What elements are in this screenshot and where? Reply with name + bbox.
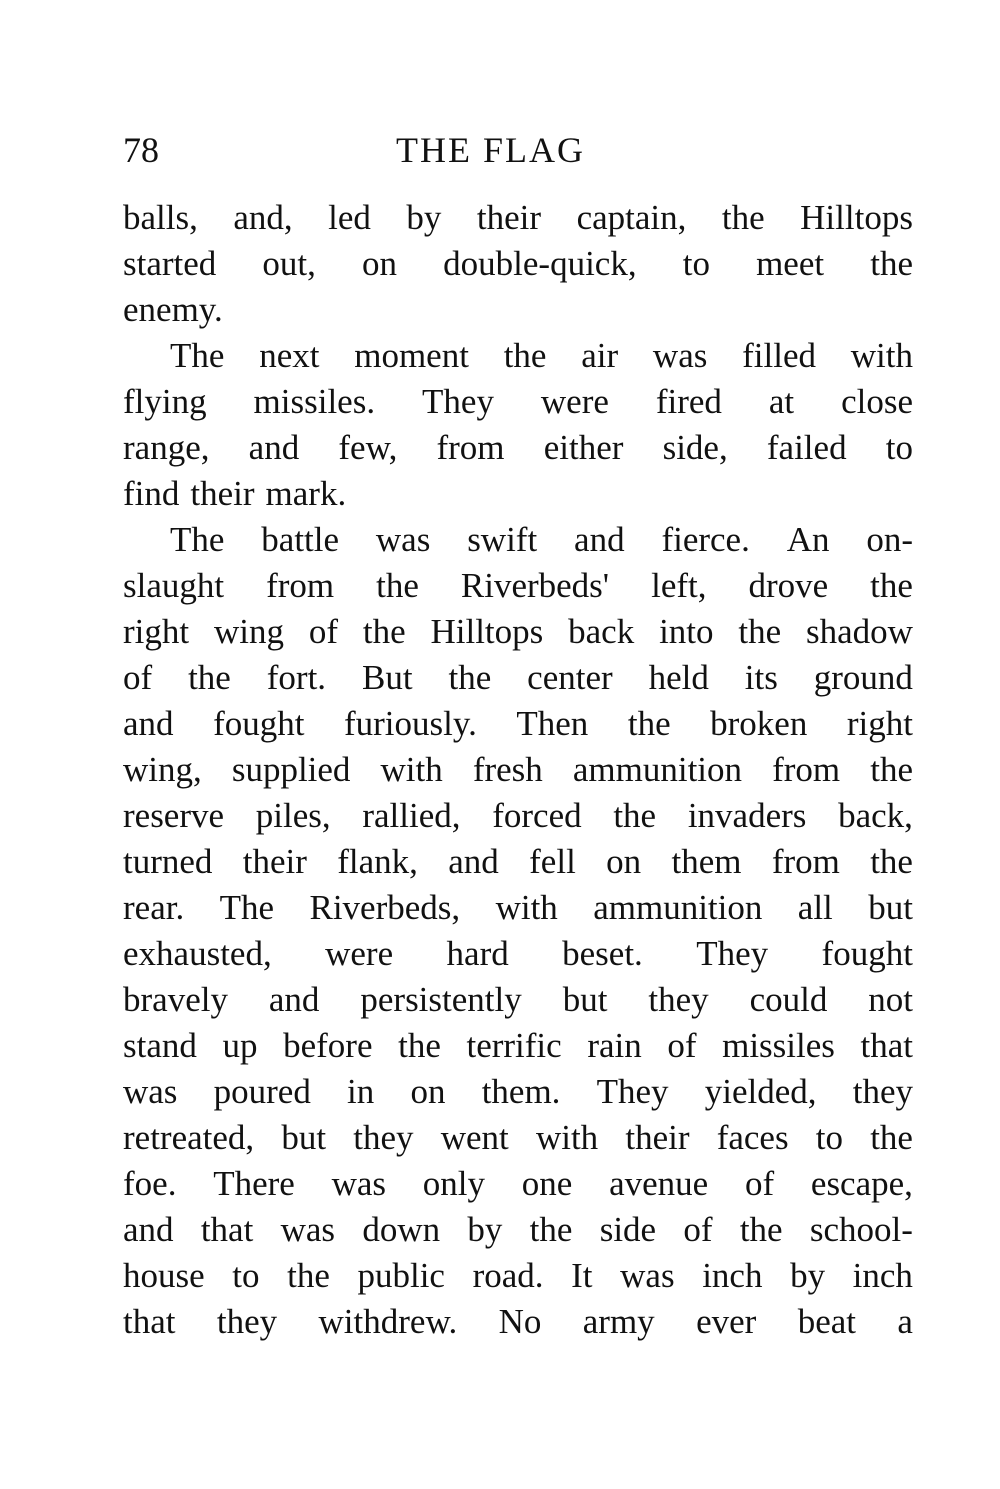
text-line: The battle was swift and fierce. An on-: [170, 520, 913, 559]
text-line: find their mark.: [123, 474, 347, 513]
text-line: and that was down by the side of the school-: [123, 1210, 913, 1249]
text-line: bravely and persistently but they could not: [123, 980, 913, 1019]
body-text: [123, 195, 913, 1345]
text-line: that they withdrew. No army ever beat a: [123, 1302, 913, 1341]
text-line: turned their flank, and fell on them from the: [123, 842, 913, 881]
text-line: foe. There was only one avenue of escape,: [123, 1164, 913, 1203]
text-line: rear. The Riverbeds, with ammunition all but: [123, 888, 913, 927]
text-line: enemy.: [123, 290, 223, 329]
text-line: and fought furiously. Then the broken right: [123, 704, 913, 743]
text-line: was poured in on them. They yielded, they: [123, 1072, 913, 1111]
text-line: right wing of the Hilltops back into the shadow: [123, 612, 913, 651]
page-number: 78: [123, 130, 159, 170]
text-line: flying missiles. They were fired at close: [123, 382, 913, 421]
text-line: reserve piles, rallied, forced the invaders back,: [123, 796, 913, 835]
text-line: of the fort. But the center held its ground: [123, 658, 913, 697]
text-line: slaught from the Riverbeds' left, drove the: [123, 566, 913, 605]
text-line: house to the public road. It was inch by inch: [123, 1256, 913, 1295]
running-title: THE FLAG: [396, 130, 585, 170]
text-line: exhausted, were hard beset. They fought: [123, 934, 913, 973]
text-line: The next moment the air was filled with: [170, 336, 913, 375]
running-head: [123, 128, 640, 172]
text-line: wing, supplied with fresh ammunition from the: [123, 750, 913, 789]
text-line: started out, on double-quick, to meet the: [123, 244, 913, 283]
text-line: stand up before the terrific rain of missiles that: [123, 1026, 913, 1065]
text-line: range, and few, from either side, failed to: [123, 428, 913, 467]
text-line: retreated, but they went with their faces to the: [123, 1118, 913, 1157]
text-line: balls, and, led by their captain, the Hilltops: [123, 198, 913, 237]
